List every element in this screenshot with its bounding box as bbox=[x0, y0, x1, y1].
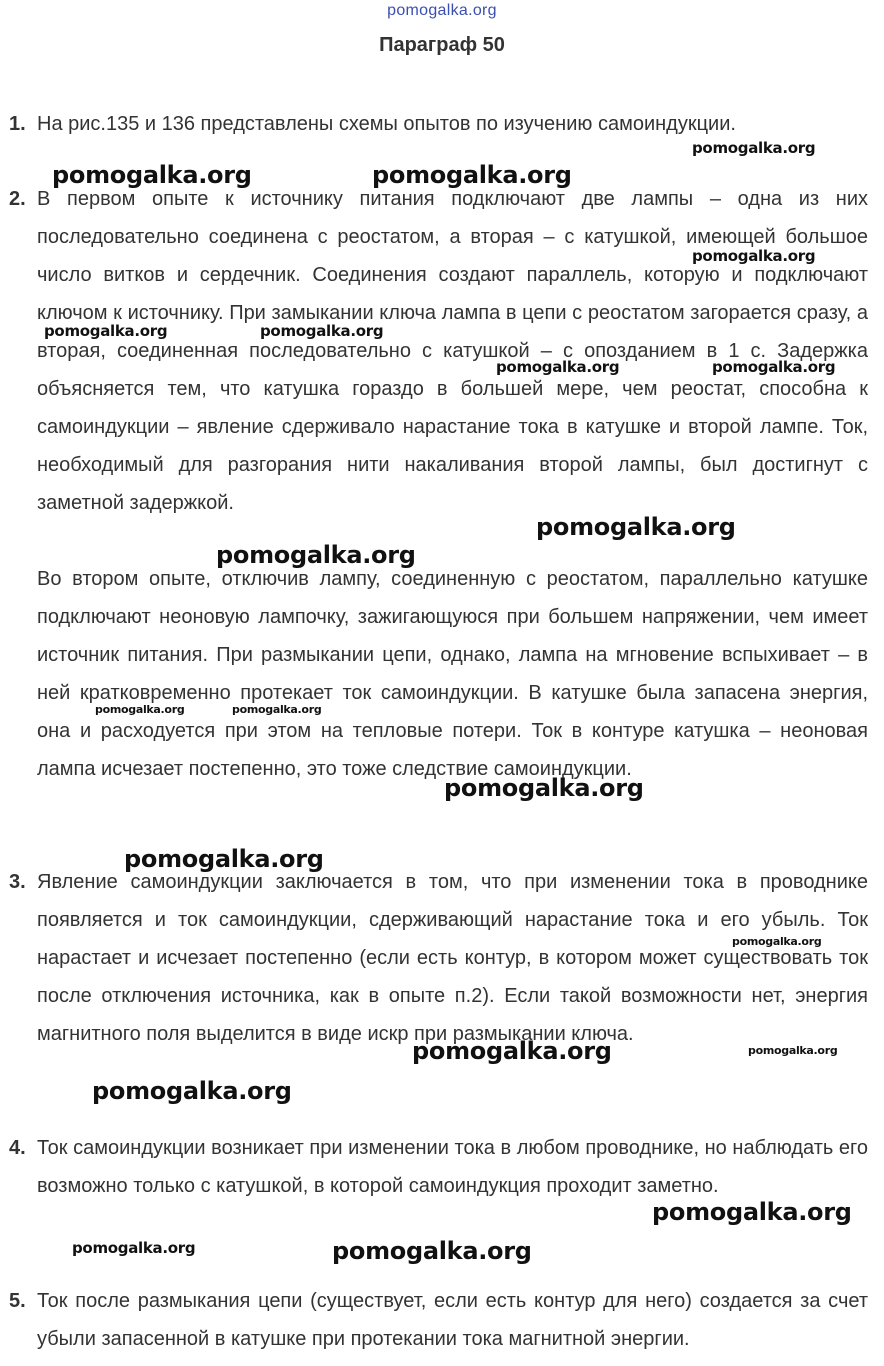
watermark: pomogalka.org bbox=[412, 1037, 612, 1065]
item-text: На рис.135 и 136 представлены схемы опытов по изучению самоиндукции. bbox=[37, 113, 736, 135]
watermark: pomogalka.org bbox=[72, 1239, 196, 1257]
watermark: pomogalka.org bbox=[92, 1077, 292, 1105]
item-number: 1. bbox=[9, 113, 26, 135]
watermark: pomogalka.org bbox=[692, 139, 816, 157]
item-text: Явление самоиндукции заключается в том, что при изменении тока в проводнике появляется и ток самоиндукции, сдерживающий нарастание тока и его убыль. Ток нарастает и исчезает постепенно (если есть контур, в котором может существовать ток после отключения источника, как в опыте п.2). Если такой возможности нет, энергия магнитного поля выделится в виде искр при размыкании ключа. bbox=[37, 871, 868, 1045]
watermark: pomogalka.org bbox=[692, 247, 816, 265]
watermark: pomogalka.org bbox=[496, 358, 620, 376]
watermark: pomogalka.org bbox=[536, 513, 736, 541]
item-text: Ток самоиндукции возникает при изменении тока в любом проводнике, но наблюдать его возможно только с катушкой, в которой самоиндукция проходит заметно. bbox=[37, 1137, 868, 1197]
watermark: pomogalka.org bbox=[232, 703, 322, 716]
watermark: pomogalka.org bbox=[748, 1044, 838, 1057]
item-text: Во втором опыте, отключив лампу, соединенную с реостатом, параллельно катушке подключают неоновую лампочку, зажигающуюся при большем напряжении, чем имеет источник питания. При размыкании цепи, однако, лампа на мгновение вспыхивает – в ней кратковременно протекает ток самоиндукции. В катушке была запасена энергия, она и расходуется при этом на тепловые потери. Ток в контуре катушка – неоновая лампа исчезает постепенно, это тоже следствие самоиндукции. bbox=[37, 568, 868, 780]
watermark: pomogalka.org bbox=[732, 935, 822, 948]
site-link[interactable]: pomogalka.org bbox=[387, 2, 497, 19]
page-title: Параграф 50 bbox=[379, 34, 505, 56]
watermark: pomogalka.org bbox=[332, 1237, 532, 1265]
watermark: pomogalka.org bbox=[372, 161, 572, 189]
item-number: 5. bbox=[9, 1290, 26, 1312]
watermark: pomogalka.org bbox=[652, 1198, 852, 1226]
item-number: 4. bbox=[9, 1137, 26, 1159]
watermark: pomogalka.org bbox=[95, 703, 185, 716]
item-text: Ток после размыкания цепи (существует, если есть контур для него) создается за счет убыли запасенной в катушке при протекании тока магнитной энергии. bbox=[37, 1290, 868, 1350]
item-text: В первом опыте к источнику питания подключают две лампы – одна из них последовательно соединена с реостатом, а вторая – с катушкой, имеющей большое число витков и сердечник. Соединения создают параллель, которую и подключают ключом к источнику. При замыкании ключа лампа в цепи с реостатом загорается сразу, а вторая, соединенная последовательно с катушкой – с опозданием в 1 с. Задержка объясняется тем, что катушка гораздо в большей мере, чем реостат, способна к самоиндукции – явление сдерживало нарастание тока в катушке и второй лампе. Ток, необходимый для разгорания нити накаливания второй лампы, был достигнут с заметной задержкой. bbox=[37, 188, 868, 514]
watermark: pomogalka.org bbox=[444, 774, 644, 802]
watermark: pomogalka.org bbox=[124, 845, 324, 873]
item-number: 2. bbox=[9, 188, 26, 210]
watermark: pomogalka.org bbox=[52, 161, 252, 189]
watermark: pomogalka.org bbox=[216, 541, 416, 569]
item-number: 3. bbox=[9, 871, 26, 893]
watermark: pomogalka.org bbox=[712, 358, 836, 376]
watermark: pomogalka.org bbox=[44, 322, 168, 340]
watermark: pomogalka.org bbox=[260, 322, 384, 340]
